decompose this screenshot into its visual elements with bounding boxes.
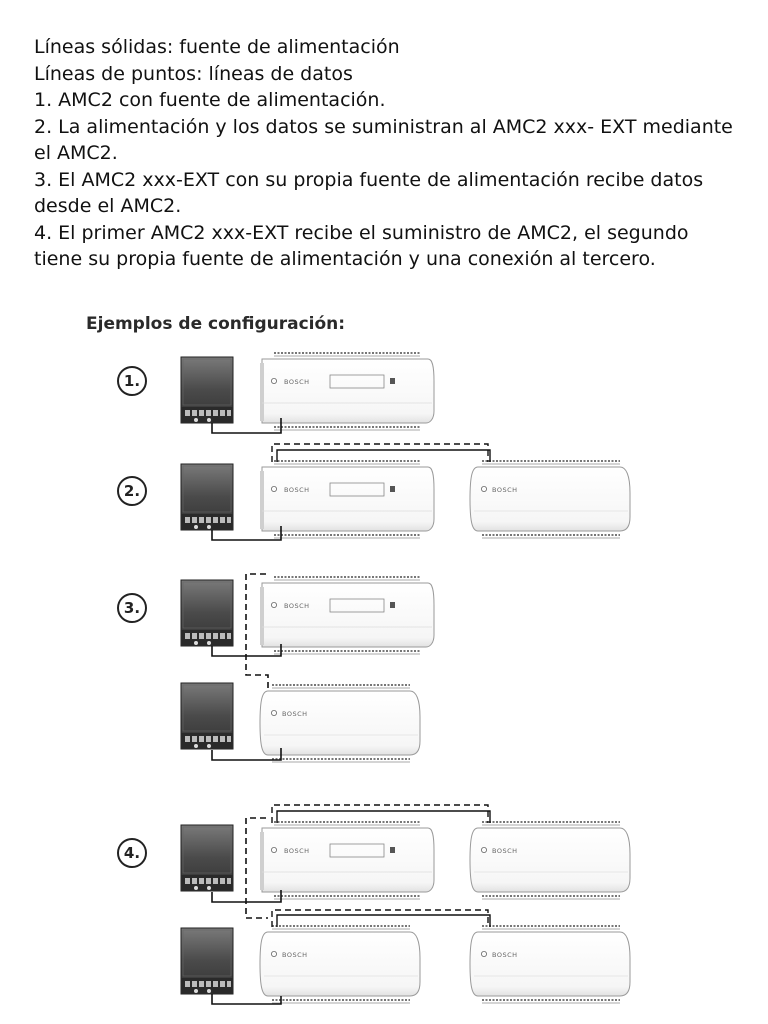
example-4: [118, 805, 630, 1004]
device-brand-label: BOSCH: [282, 951, 308, 959]
amc2-ext-module: [260, 926, 420, 1003]
example-3: [118, 574, 434, 762]
device-brand-label: BOSCH: [284, 486, 310, 494]
example-1: [118, 353, 434, 433]
text-line: 1. AMC2 con fuente de alimentación.: [34, 89, 386, 111]
power-supply-unit: [181, 928, 233, 994]
device-brand-label: BOSCH: [284, 378, 310, 386]
text-line: el AMC2.: [34, 142, 118, 164]
amc2-ext-module: [470, 461, 630, 538]
amc2-ext-module: [260, 685, 420, 762]
example-number: 3.: [123, 599, 141, 617]
device-brand-label: BOSCH: [492, 951, 518, 959]
power-supply-unit: [181, 357, 233, 423]
text-line: Líneas sólidas: fuente de alimentación: [34, 36, 400, 58]
amc2-controller: [260, 461, 434, 538]
diagram-title: Ejemplos de configuración:: [86, 314, 346, 334]
amc2-controller: [260, 353, 434, 430]
text-line: Líneas de puntos: líneas de datos: [34, 62, 353, 85]
data-line: [272, 805, 488, 823]
text-line: 2. La alimentación y los datos se suministran al AMC2 xxx- EXT mediante: [34, 115, 733, 138]
amc2-ext-module: [470, 822, 630, 899]
data-line: [272, 444, 488, 462]
amc2-ext-module: [470, 926, 630, 1003]
data-line: [272, 910, 488, 927]
power-supply-unit: [181, 464, 233, 530]
example-number: 1.: [123, 372, 141, 390]
text-line: 4. El primer AMC2 xxx-EXT recibe el suministro de AMC2, el segundo: [34, 221, 689, 244]
text-line: 3. El AMC2 xxx-EXT con su propia fuente de alimentación recibe datos: [34, 168, 704, 191]
device-brand-label: BOSCH: [282, 710, 308, 718]
power-supply-unit: [181, 825, 233, 891]
example-2: [118, 444, 630, 540]
example-number: 4.: [123, 844, 141, 862]
text-line: desde el AMC2.: [34, 195, 182, 217]
example-number: 2.: [123, 482, 141, 500]
amc2-controller: [260, 577, 434, 654]
device-brand-label: BOSCH: [284, 847, 310, 855]
power-supply-unit: [181, 580, 233, 646]
power-supply-unit: [181, 683, 233, 749]
amc2-controller: [260, 822, 434, 899]
device-brand-label: BOSCH: [492, 847, 518, 855]
device-brand-label: BOSCH: [284, 602, 310, 610]
device-brand-label: BOSCH: [492, 486, 518, 494]
text-line: tiene su propia fuente de alimentación y una conexión al tercero.: [34, 248, 656, 270]
